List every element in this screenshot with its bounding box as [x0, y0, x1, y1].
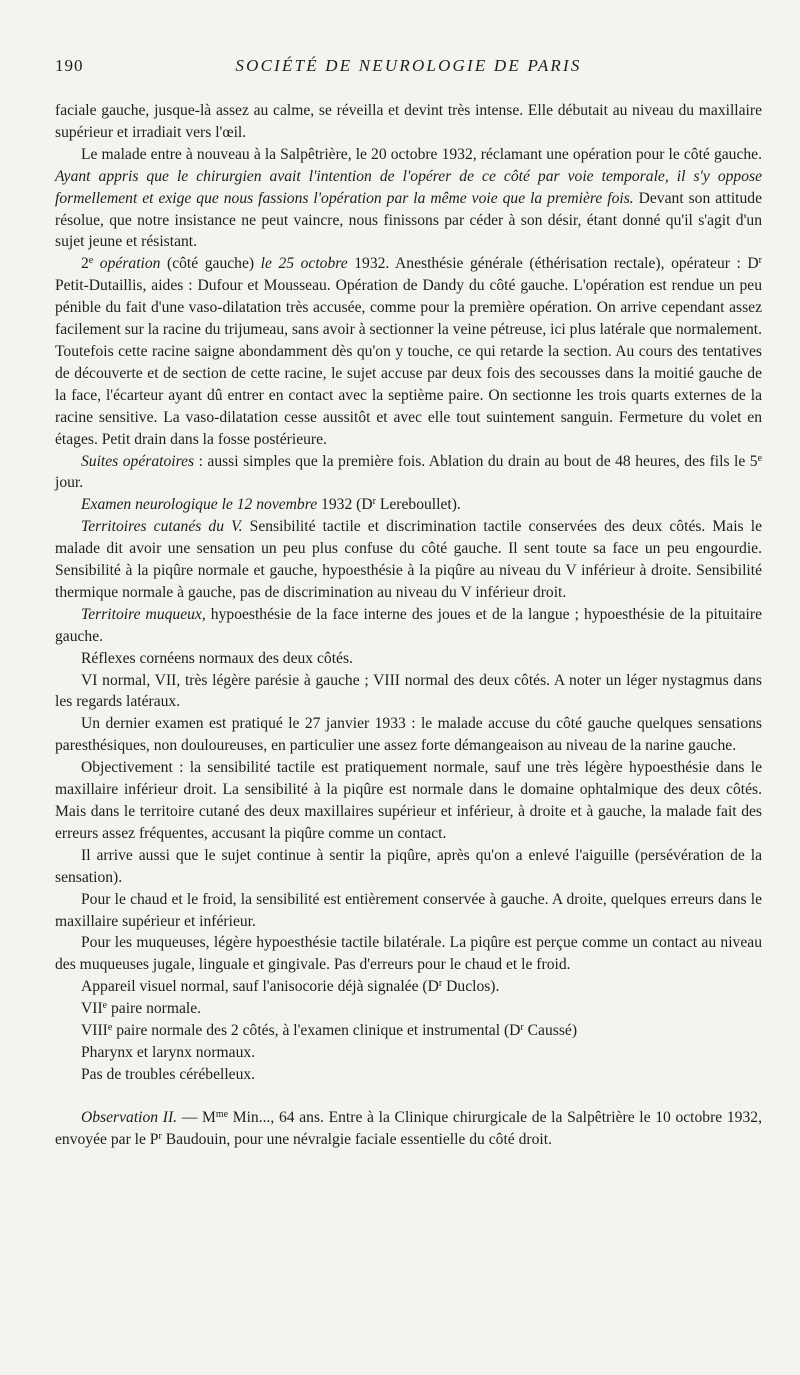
- text-run: — M: [177, 1108, 216, 1126]
- paragraph: [55, 713, 762, 757]
- article-body: [55, 100, 762, 1151]
- paragraph: [55, 648, 762, 670]
- page-header: [55, 56, 762, 78]
- paragraph: [55, 757, 762, 845]
- text-run: Appareil visuel normal, sauf l'anisocorie déjà signalée (D: [81, 978, 439, 996]
- text-run: 2: [81, 255, 89, 273]
- paragraph: [55, 100, 762, 144]
- paragraph: [55, 494, 762, 516]
- italic-text: Examen neurologique le 12 novembre: [81, 496, 318, 514]
- paragraph: [55, 516, 762, 604]
- paragraph: [55, 670, 762, 714]
- text-run: (côté gauche): [160, 255, 261, 273]
- superscript: r: [520, 1022, 524, 1034]
- paragraph: [55, 998, 762, 1020]
- text-run: Pour les muqueuses, légère hypoesthésie tactile bilatérale. La piqûre est perçue comme un contact au niveau des muqueuses jugale, linguale et gingivale. Pas d'erreurs pour le chaud et le froid.: [55, 934, 762, 974]
- paragraph: [55, 976, 762, 998]
- text-run: paire normale des 2 côtés, à l'examen clinique et instrumental (D: [112, 1022, 521, 1040]
- running-title: SOCIÉTÉ DE NEUROLOGIE DE PARIS: [235, 56, 582, 75]
- paragraph: [55, 845, 762, 889]
- page-number: 190: [55, 56, 84, 75]
- paragraph: [55, 1042, 762, 1064]
- text-run: VII: [81, 1000, 103, 1018]
- superscript: e: [757, 452, 763, 464]
- paragraph: [55, 604, 762, 648]
- superscript: e: [88, 255, 94, 267]
- paragraph: [55, 1020, 762, 1042]
- text-run: Devant son attitude résolue, que notre insistance ne peut vaincre, nous finissons par céder à son désir, étant donné qu'il s'agit d'un sujet jeune et résistant.: [55, 189, 762, 251]
- superscript: r: [158, 1130, 162, 1142]
- text-run: Le malade entre à nouveau à la Salpêtrière, le 20 octobre 1932, réclamant une opération pour le côté gauche.: [81, 145, 762, 163]
- italic-text: opération: [93, 255, 161, 273]
- italic-text: Territoires cutanés du V.: [81, 518, 243, 536]
- text-run: 1932. Anesthésie générale (éthérisation rectale), opérateur : D: [347, 255, 759, 273]
- italic-text: le 25 octobre: [260, 255, 348, 273]
- text-run: Lereboullet).: [375, 496, 461, 514]
- text-run: Pharynx et larynx normaux.: [81, 1043, 256, 1061]
- text-run: Il arrive aussi que le sujet continue à sentir la piqûre, après qu'on a enlevé l'aiguille (persévération de la sensation).: [55, 846, 762, 886]
- text-run: Baudouin, pour une névralgie faciale essentielle du côté droit.: [161, 1130, 552, 1148]
- superscript: r: [438, 978, 443, 990]
- text-run: paire normale.: [107, 1000, 202, 1018]
- superscript: e: [102, 1000, 108, 1012]
- italic-text: Ayant appris que le chirurgien avait l'intention de l'opérer de ce côté par voie temporale, il s'y oppose formellement et exige que nous fassions l'opération par la même voie que la première fois.: [55, 167, 762, 207]
- text-run: Pour le chaud et le froid, la sensibilité est entièrement conservée à gauche. A droite, quelques erreurs dans le maxillaire supérieur et inférieur.: [55, 890, 762, 930]
- text-run: Réflexes cornéens normaux des deux côtés.: [81, 649, 353, 667]
- superscript: me: [215, 1108, 229, 1120]
- text-run: Objectivement : la sensibilité tactile est pratiquement normale, sauf une très légère hypoesthésie dans le maxillaire inférieur droit. La sensibilité à la piqûre est normale dans le domaine ophtalmique des deux côtés. Mais dans le territoire cutané des deux maxillaires supérieur et inférieur, à droite et à gauche, la malade fait des erreurs assez fréquentes, accusant la piqûre comme un contact.: [55, 759, 762, 842]
- text-run: 1932 (D: [317, 496, 373, 514]
- text-run: Pas de troubles cérébelleux.: [81, 1065, 256, 1083]
- text-run: jour.: [55, 474, 84, 492]
- italic-text: Suites opératoires: [81, 452, 195, 470]
- text-run: Duclos).: [442, 978, 500, 996]
- italic-text: Territoire muqueux,: [81, 605, 206, 623]
- paragraph: [55, 451, 762, 495]
- superscript: e: [107, 1022, 113, 1034]
- text-run: VI normal, VII, très légère parésie à gauche ; VIII normal des deux côtés. A noter un léger nystagmus dans les regards latéraux.: [55, 671, 762, 711]
- superscript: r: [372, 496, 376, 508]
- text-run: Min..., 64 ans. Entre à la Clinique chirurgicale de la Salpêtrière le 10 octobre 1932, envoyée par le P: [55, 1108, 762, 1148]
- paragraph: [55, 253, 762, 450]
- superscript: r: [758, 255, 762, 267]
- paragraph: [55, 1064, 762, 1086]
- paragraph: [55, 1107, 762, 1151]
- text-run: hypoesthésie de la face interne des joues et de la langue ; hypoesthésie de la pituitaire gauche.: [55, 605, 762, 645]
- text-run: Petit-Dutaillis, aides : Dufour et Mousseau. Opération de Dandy du côté gauche. L'opération est rendue un peu pénible du fait d'une vaso-dilatation très accusée, comme pour la première opération. On arrive cependant assez facilement sur la racine du trijumeau, sans avoir à sectionner la veine pétreuse, ici plus latérale que normalement. Toutefois cette racine saigne abondamment dès qu'on y touche, ce qui retarde la section. Au cours des tentatives de découverte et de section de cette racine, le sujet accuse par deux fois des secousses dans la moitié gauche de la face, l'écarteur ayant dû entrer en contact avec la septième paire. On sectionne les trois quarts externes de la racine sensitive. La vaso-dilatation cesse aussitôt et avec elle tout suintement sanguin. Fermeture du volet en étages. Petit drain dans la fosse postérieure.: [55, 277, 762, 448]
- text-run: Un dernier examen est pratiqué le 27 janvier 1933 : le malade accuse du côté gauche quelques sensations paresthésiques, non douloureuses, en particulier une assez forte démangeaison au niveau de la narine gauche.: [55, 715, 762, 755]
- paragraph: [55, 889, 762, 933]
- italic-text: Observation II.: [81, 1108, 178, 1126]
- paragraph: [55, 932, 762, 976]
- text-run: VIII: [81, 1022, 108, 1040]
- text-run: Caussé): [523, 1022, 578, 1040]
- text-run: faciale gauche, jusque-là assez au calme, se réveilla et devint très intense. Elle débutait au niveau du maxillaire supérieur et irradiait vers l'œil.: [55, 102, 762, 141]
- text-run: : aussi simples que la première fois. Ablation du drain au bout de 48 heures, des fils le 5: [194, 452, 758, 470]
- text-run: Sensibilité tactile et discrimination tactile conservées des deux côtés. Mais le malade dit avoir une sensation un peu plus confuse du côté gauche. Il sent toute sa face un peu engourdie. Sensibilité à la piqûre normale et gauche, hypoesthésie à la piqûre au niveau du V inférieur à droite. Sensibilité thermique normale à gauche, pas de discrimination au niveau du V inférieur droit.: [55, 518, 762, 601]
- paragraph: [55, 144, 762, 254]
